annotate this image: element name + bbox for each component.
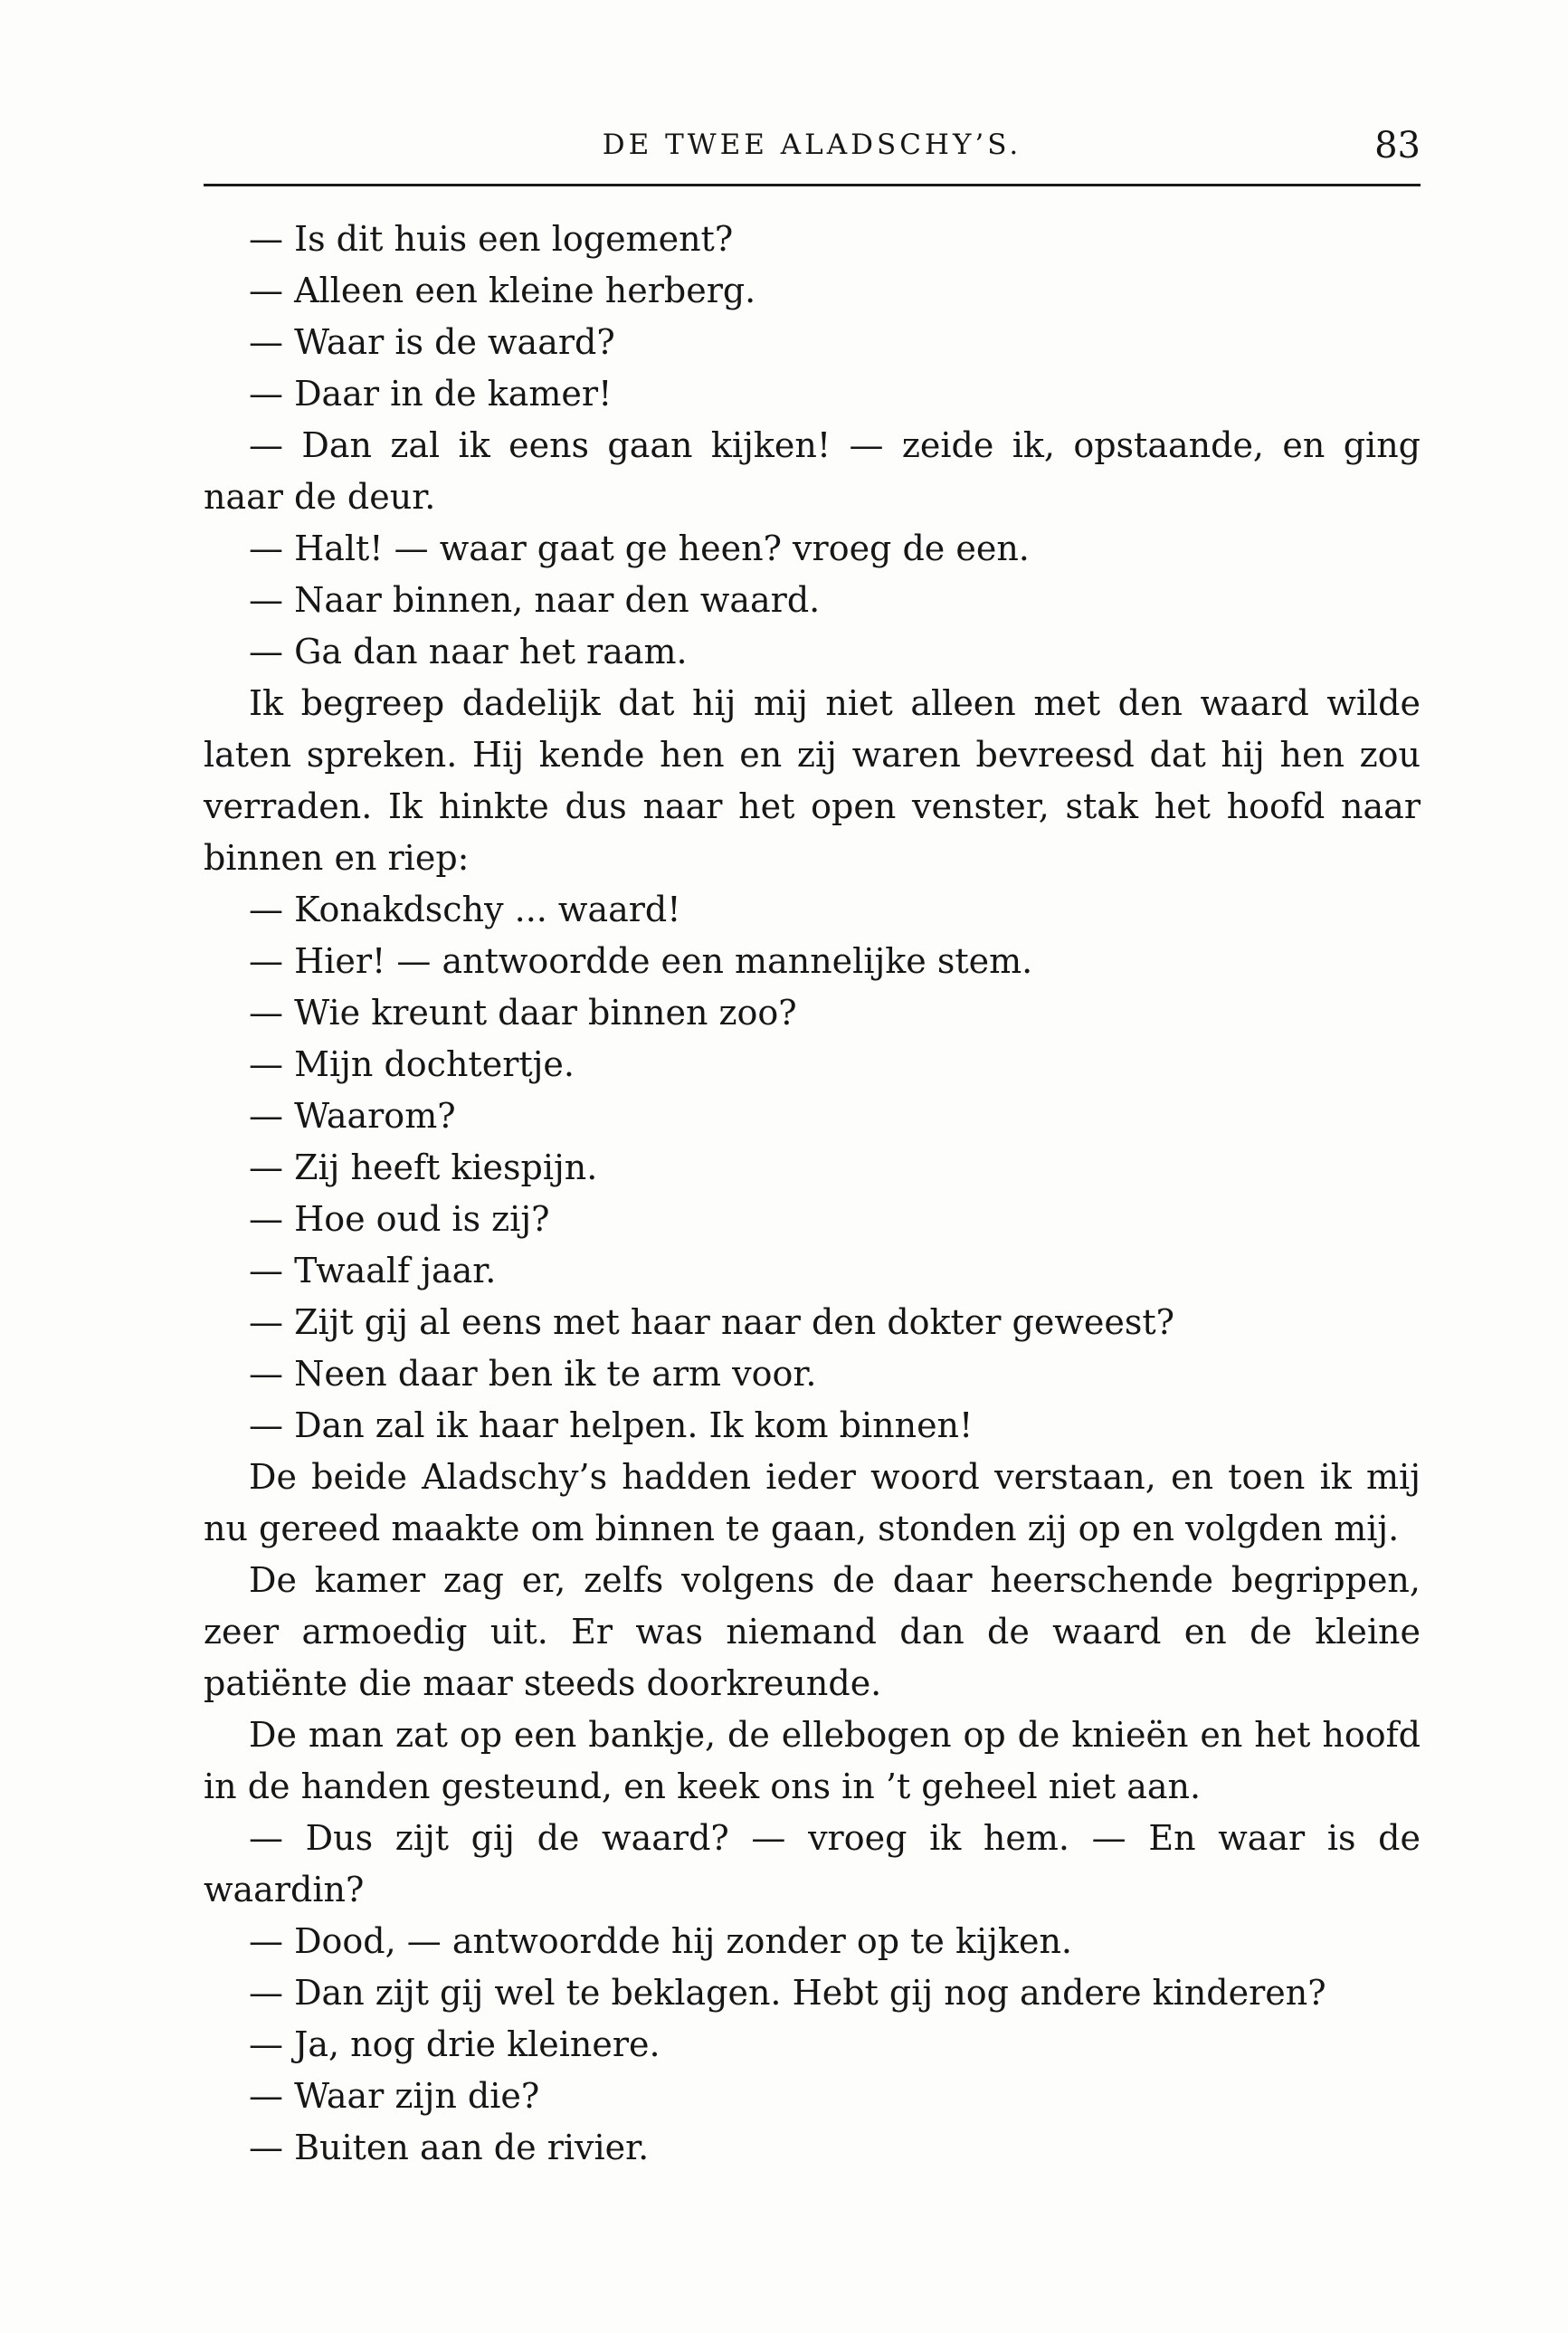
narrative-paragraph: Ik begreep dadelijk dat hij mij niet alleen met den waard wilde laten spreken. Hij kende hen en zij waren bevreesd dat hij hen zou verraden. Ik hinkte dus naar het open venster, stak het hoofd naar binnen en riep: <box>204 683 1421 878</box>
dialogue-line: — Dan zijt gij wel te beklagen. Hebt gij nog andere kinderen? <box>249 1973 1326 2013</box>
narrative-paragraph: De man zat op een bankje, de ellebogen op de knieën en het hoofd in de handen gesteund, en keek ons in ’t geheel niet aan. <box>204 1715 1421 1806</box>
dialogue-line: — Neen daar ben ik te arm voor. <box>249 1354 817 1394</box>
dialogue-line: — Zij heeft kiespijn. <box>249 1147 598 1187</box>
dialogue-line: — Alleen een kleine herberg. <box>249 271 756 310</box>
dialogue-line: — Daar in de kamer! <box>249 374 613 414</box>
dialogue-line: — Twaalf jaar. <box>249 1251 497 1290</box>
dialogue-line: — Dus zijt gij de waard? — vroeg ik hem. — En waar is de waardin? <box>204 1818 1421 1909</box>
dialogue-line: — Hier! — antwoordde een mannelijke stem. <box>249 941 1033 981</box>
dialogue-line: — Waar zijn die? <box>249 2076 540 2116</box>
dialogue-line: — Zijt gij al eens met haar naar den dokter geweest? <box>249 1302 1175 1342</box>
running-title: DE TWEE ALADSCHY’S. <box>602 129 1022 161</box>
dialogue-line: — Halt! — waar gaat ge heen? vroeg de een. <box>249 528 1030 568</box>
dialogue-line: — Dan zal ik eens gaan kijken! — zeide ik, opstaande, en ging naar de deur. <box>204 425 1421 517</box>
narrative-paragraph: De beide Aladschy’s hadden ieder woord verstaan, en toen ik mij nu gereed maakte om binnen te gaan, stonden zij op en volgden mij. <box>204 1457 1421 1548</box>
dialogue-line: — Konakdschy ... waard! <box>249 890 681 929</box>
body-text <box>204 214 1421 2174</box>
dialogue-line: — Naar binnen, naar den waard. <box>249 580 821 620</box>
dialogue-line: — Is dit huis een logement? <box>249 219 734 259</box>
dialogue-line: — Wie kreunt daar binnen zoo? <box>249 993 797 1033</box>
dialogue-line: — Mijn dochtertje. <box>249 1044 575 1084</box>
dialogue-line: — Waar is de waard? <box>249 322 615 362</box>
dialogue-line: — Dan zal ik haar helpen. Ik kom binnen! <box>249 1405 974 1445</box>
dialogue-line: — Waarom? <box>249 1096 456 1136</box>
narrative-paragraph: De kamer zag er, zelfs volgens de daar heerschende begrippen, zeer armoedig uit. Er was niemand dan de waard en de kleine patiënte die maar steeds doorkreunde. <box>204 1560 1421 1703</box>
dialogue-line: — Ga dan naar het raam. <box>249 632 688 671</box>
header-rule <box>204 184 1421 186</box>
page-number: 83 <box>1374 125 1421 167</box>
dialogue-line: — Dood, — antwoordde hij zonder op te kijken. <box>249 1921 1072 1961</box>
dialogue-line: — Buiten aan de rivier. <box>249 2128 650 2167</box>
dialogue-line: — Ja, nog drie kleinere. <box>249 2024 660 2064</box>
running-head <box>204 125 1421 179</box>
dialogue-line: — Hoe oud is zij? <box>249 1199 550 1239</box>
